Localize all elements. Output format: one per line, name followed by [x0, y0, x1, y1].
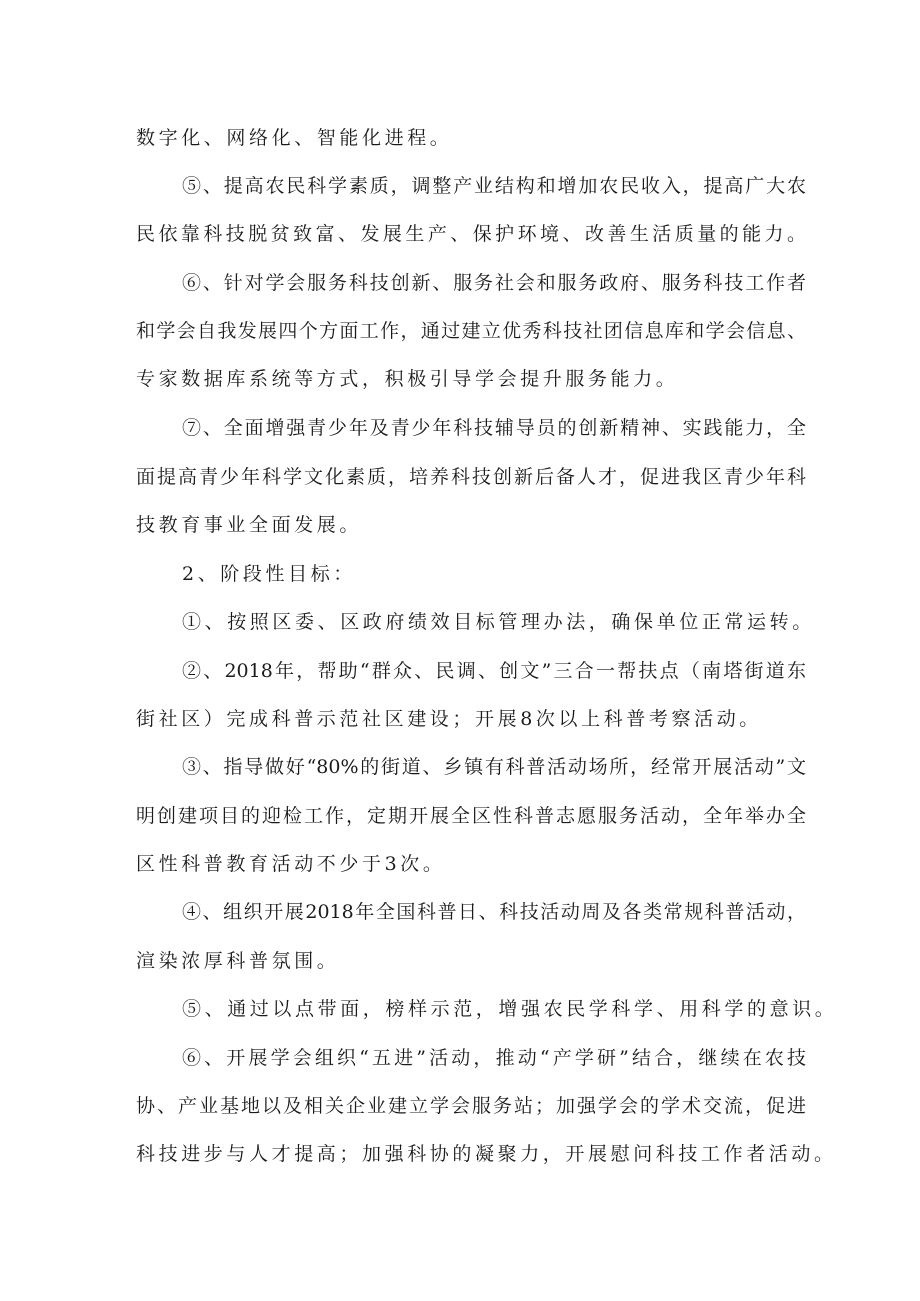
text-line: ②、2018年，帮助“群众、民调、创文”三合一帮扶点（南塔街道东	[182, 660, 806, 682]
text-line: ⑤、提高农民科学素质，调整产业结构和增加农民收入，提高广大农	[182, 175, 806, 197]
text-line: ①、按照区委、区政府绩效目标管理办法，确保单位正常运转。	[182, 611, 815, 633]
text-line: 面提高青少年科学文化素质，培养科技创新后备人才，促进我区青少年科	[136, 466, 806, 488]
text-line: 街社区）完成科普示范社区建设；开展8次以上科普考察活动。	[136, 708, 762, 730]
text-line: 协、产业基地以及相关企业建立学会服务站；加强学会的学术交流，促进	[136, 1095, 806, 1117]
text-line: ⑥、开展学会组织“五进”活动，推动“产学研”结合，继续在农技	[182, 1047, 806, 1069]
text-line: ④、组织开展2018年全国科普日、科技活动周及各类常规科普活动，	[182, 901, 806, 923]
text-line: ⑤、通过以点带面，榜样示范，增强农民学科学、用科学的意识。	[182, 998, 838, 1020]
text-line: ⑦、全面增强青少年及青少年科技辅导员的创新精神、实践能力，全	[182, 417, 806, 439]
text-line: 和学会自我发展四个方面工作，通过建立优秀科技社团信息库和学会信息、	[136, 320, 806, 342]
text-line: 科技进步与人才提高；加强科协的凝聚力，开展慰问科技工作者活动。	[136, 1143, 837, 1165]
text-line: 渲染浓厚科普氛围。	[136, 950, 340, 972]
text-line: 数字化、网络化、智能化进程。	[136, 127, 453, 149]
text-line: ③、指导做好“80%的街道、乡镇有科普活动场所，经常开展活动”文	[182, 756, 806, 778]
text-line: 民依靠科技脱贫致富、发展生产、保护环境、改善生活质量的能力。	[136, 223, 806, 245]
text-line: ⑥、针对学会服务科技创新、服务社会和服务政府、服务科技工作者	[182, 272, 806, 294]
text-line: 技教育事业全面发展。	[136, 514, 363, 536]
text-line: 专家数据库系统等方式，积极引导学会提升服务能力。	[136, 368, 679, 390]
section-heading: 2、阶段性目标：	[182, 563, 356, 585]
text-line: 区性科普教育活动不少于3次。	[136, 853, 446, 875]
text-line: 明创建项目的迎检工作，定期开展全区性科普志愿服务活动，全年举办全	[136, 805, 806, 827]
